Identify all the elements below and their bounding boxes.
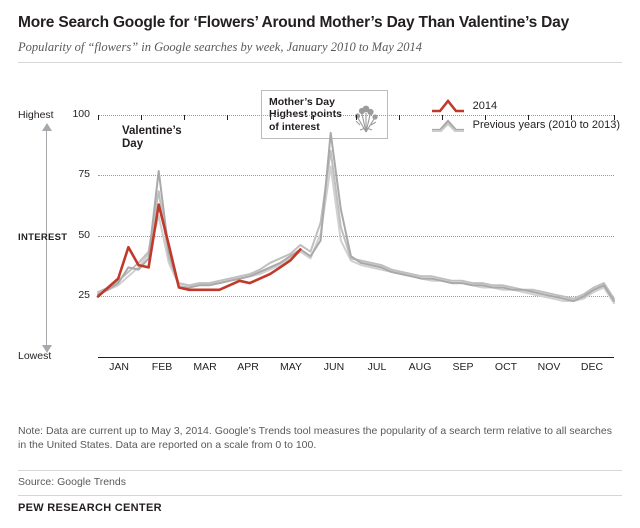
ytick-75: 75: [78, 167, 90, 180]
source-divider: [18, 470, 622, 471]
legend-label-previous: Previous years (2010 to 2013): [472, 119, 620, 132]
annotation-mothers-line1: Mother’s Day: [269, 95, 335, 108]
chart-source: Source: Google Trends: [18, 476, 126, 488]
xtickmark-1: [141, 115, 142, 120]
xtick-aug: AUG: [408, 360, 432, 373]
xtickmark-12: [614, 115, 615, 120]
xtick-sep: SEP: [452, 360, 474, 373]
xtick-feb: FEB: [151, 360, 173, 373]
annotation-valentines-line1: Valentine’s: [122, 124, 182, 137]
page-subtitle: Popularity of “flowers” in Google searches by week, January 2010 to May 2014: [18, 39, 422, 54]
xtickmark-10: [528, 115, 529, 120]
header-divider: [18, 62, 622, 63]
xtickmark-4: [270, 115, 271, 120]
arrow-up-icon: [42, 123, 52, 131]
xtick-nov: NOV: [537, 360, 561, 373]
annotation-valentines-line2: Day: [122, 138, 144, 151]
ytick-25: 25: [78, 288, 90, 301]
xtick-jun: JUN: [323, 360, 345, 373]
xtickmark-5: [313, 115, 314, 120]
axis-label-interest: INTEREST: [18, 231, 68, 243]
legend-label-2014: 2014: [472, 100, 498, 113]
xtick-jul: JUL: [367, 360, 387, 373]
legend-swatch-2014: [431, 99, 465, 113]
annotation-mothers-line3: of interest: [269, 121, 320, 134]
xtick-jan: JAN: [109, 360, 129, 373]
xtick-may: MAY: [280, 360, 302, 373]
brand-label: PEW RESEARCH CENTER: [18, 502, 162, 514]
chart-note: Note: Data are current up to May 3, 2014. Google’s Trends tool measures the popularity of a search term relative to all searches in the United States. Data are reported on a scale from 0 to 100.: [18, 425, 612, 452]
page-title: More Search Google for ‘Flowers’ Around Mother’s Day Than Valentine’s Day: [18, 14, 569, 31]
xtickmark-3: [227, 115, 228, 120]
xtick-oct: OCT: [494, 360, 518, 373]
ytick-50: 50: [78, 228, 90, 241]
xtick-mar: MAR: [193, 360, 217, 373]
xtickmark-0: [98, 115, 99, 120]
xtickmark-2: [184, 115, 185, 120]
series-lines: [98, 115, 614, 358]
footer-divider: [18, 495, 622, 496]
xtickmark-6: [356, 115, 357, 120]
axis-label-lowest: Lowest: [18, 349, 52, 362]
xtickmark-8: [442, 115, 443, 120]
xtickmark-11: [571, 115, 572, 120]
chart-area: [18, 67, 622, 382]
xtickmark-9: [485, 115, 486, 120]
axis-label-highest: Highest: [18, 108, 54, 121]
xtickmark-7: [399, 115, 400, 120]
xtick-dec: DEC: [580, 360, 604, 373]
annotation-mothers-line2: Highest points: [269, 108, 342, 121]
xtick-apr: APR: [237, 360, 259, 373]
series-line: [98, 166, 614, 303]
ytick-100: 100: [72, 107, 90, 120]
legend-item-2014: [431, 97, 620, 116]
